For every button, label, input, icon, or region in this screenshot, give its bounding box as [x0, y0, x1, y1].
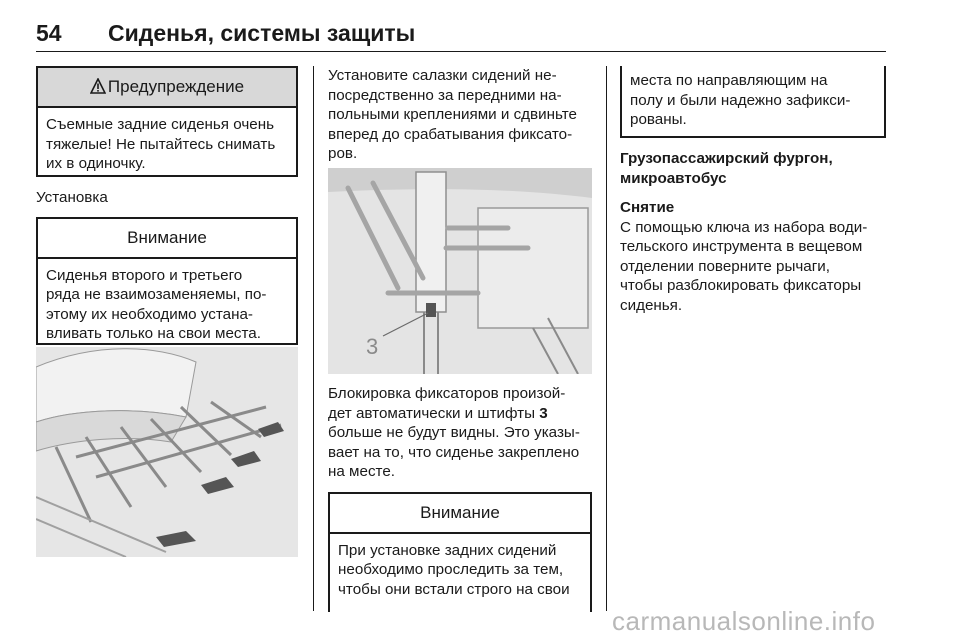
text-line: рованы. [630, 111, 687, 128]
caution-box-2 [328, 492, 592, 612]
text-line: полу и были надежно зафикси- [630, 91, 851, 109]
figure-callout-3: 3 [366, 334, 379, 359]
text-line: отделении поверните рычаги, [620, 257, 830, 275]
column-2 [328, 66, 592, 164]
removal-paragraph [620, 218, 886, 316]
section-heading-removal: Снятие [620, 199, 675, 216]
caution-text-continued [622, 66, 884, 136]
caution-box-2-header [330, 494, 590, 534]
watermark: carmanualsonline.info [612, 606, 876, 636]
lock-paragraph [328, 384, 592, 482]
column-3 [620, 66, 886, 315]
caution-box-header [38, 219, 296, 259]
warning-box-header [38, 68, 296, 108]
callout-ref-3: 3 [539, 404, 548, 422]
text-line: тельского инструмента в вещевом [620, 238, 863, 255]
warning-box [36, 66, 298, 177]
warning-triangle-icon [90, 78, 106, 94]
text-line: Грузопассажирский фургон, [620, 150, 833, 167]
section-heading-van [620, 149, 886, 188]
text-line: чтобы разблокировать фиксаторы [620, 277, 862, 294]
warning-text [38, 108, 296, 180]
text-line: Установите салазки сидений не- [328, 67, 557, 84]
install-paragraph [328, 66, 592, 164]
text-line: Блокировка фиксаторов произой- [328, 385, 566, 402]
latch-figure [328, 168, 592, 374]
text-line: Сиденья второго и третьего [46, 266, 243, 284]
caution-heading: Внимание [420, 502, 500, 522]
column-1 [36, 66, 298, 345]
text-line: ров. [328, 145, 358, 162]
text-line: на месте. [328, 463, 395, 480]
column-divider-2 [606, 66, 607, 611]
text-line: посредственно за передними на- [328, 86, 562, 104]
text-line: ряда не взаимозаменяемы, по- [46, 286, 267, 303]
text-line: польными креплениями и сдвиньте [328, 106, 577, 123]
seat-installation-figure [36, 347, 298, 557]
section-heading-installation: Установка [36, 189, 108, 206]
page-header [36, 20, 886, 50]
warning-heading: Предупреждение [107, 77, 245, 96]
text-line: этому их необходимо устана- [46, 305, 253, 323]
text-line: тяжелые! Не пытайтесь снимать [46, 135, 276, 153]
caution-text [38, 259, 296, 350]
text-line: микроавтобус [620, 169, 727, 187]
page-title: Сиденья, системы защиты [108, 20, 416, 46]
text-line: С помощью ключа из набора води- [620, 218, 868, 236]
caution-text [330, 534, 590, 606]
latch-illustration [328, 168, 592, 374]
column-2-lower [328, 384, 592, 612]
text-line: вливать только на свои места. [46, 325, 261, 342]
seat-rails-illustration [36, 347, 298, 557]
text-line: сиденья. [620, 296, 683, 314]
text-line: Съемные задние сиденья очень [46, 116, 275, 133]
caution-box [36, 217, 298, 345]
caution-heading: Внимание [127, 227, 207, 247]
header-rule [36, 51, 886, 52]
caution-box-continued [620, 66, 886, 138]
text-line: больше не будут видны. Это указы- [328, 424, 580, 441]
text-line: вперед до срабатывания фиксато- [328, 125, 573, 143]
text-line: дет автоматически и штифты 3 [328, 404, 548, 422]
text-line: При установке задних сидений [338, 541, 557, 559]
text-line: места по направляющим на [630, 72, 828, 89]
text-line: необходимо проследить за тем, [338, 561, 564, 578]
text-line: чтобы они встали строго на свои [338, 580, 570, 598]
text-line: вает на то, что сиденье закреплено [328, 443, 580, 461]
text-line: их в одиночку. [46, 155, 146, 172]
page-number: 54 [36, 20, 62, 46]
column-divider-1 [313, 66, 314, 611]
